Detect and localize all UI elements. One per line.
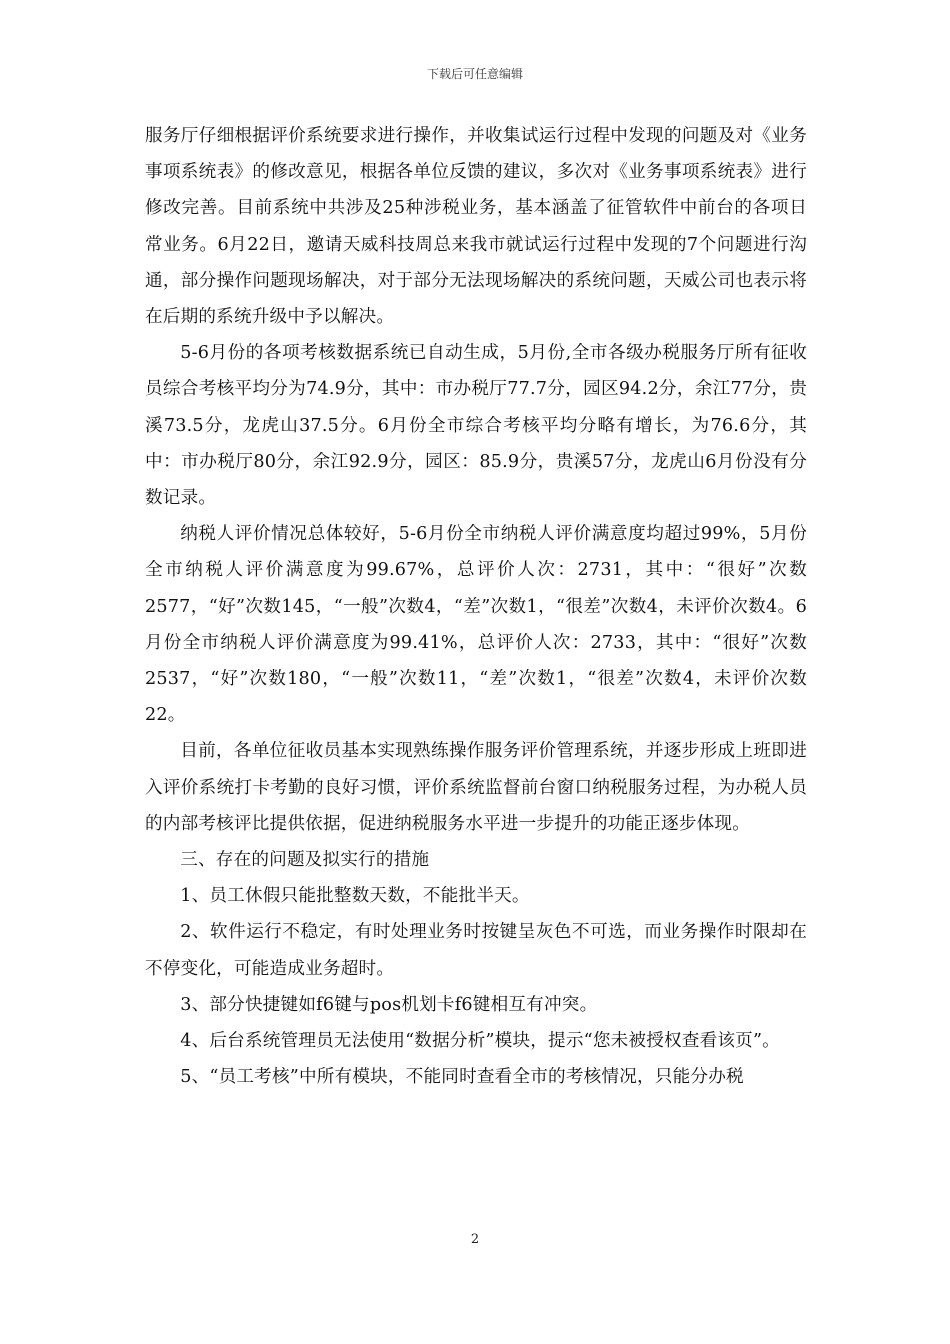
issue-5: 5、“员工考核”中所有模块，不能同时查看全市的考核情况，只能分办税 (180, 1067, 744, 1088)
issue-2: 2、软件运行不稳定，有时处理业务时按键呈灰色不可选，而业务操作时限却在不停变化，可能造成业务超时。 (145, 922, 807, 979)
document-body (145, 118, 807, 1095)
paragraph-2: 5-6月份的各项考核数据系统已自动生成，5月份,全市各级办税服务厅所有征收员综合考核平均分为74.9分，其中：市办税厅77.7分，园区94.2分，余江77分，贵溪73.5分，龙虎山37.5分。6月份全市综合考核平均分略有增长，为76.6分，其中：市办税厅80分，余江92.9分，园区：85.9分，贵溪57分，龙虎山6月份没有分数记录。 (145, 343, 807, 509)
paragraph-4: 目前，各单位征收员基本实现熟练操作服务评价管理系统，并逐步形成上班即进入评价系统打卡考勤的良好习惯，评价系统监督前台窗口纳税服务过程，为办税人员的内部考核评比提供依据，促进纳税服务水平进一步提升的功能正逐步体现。 (145, 741, 807, 834)
paragraph-3: 纳税人评价情况总体较好，5-6月份全市纳税人评价满意度均超过99%，5月份全市纳税人评价满意度为99.67%，总评价人次：2731，其中：“很好”次数2577，“好”次数145，“一般”次数4，“差”次数1，“很差”次数4，未评价次数4。6月份全市纳税人评价满意度为99.41%，总评价人次：2733，其中：“很好”次数2537，“好”次数180，“一般”次数11，“差”次数1，“很差”次数4，未评价次数22。 (145, 524, 807, 726)
page-header: 下载后可任意编辑 (426, 67, 523, 81)
issue-4: 4、后台系统管理员无法使用“数据分析”模块，提示“您未被授权查看该页”。 (180, 1031, 780, 1052)
issue-1: 1、员工休假只能批整数天数，不能批半天。 (180, 886, 530, 907)
page-number: 2 (470, 1232, 480, 1247)
section-heading: 三、存在的问题及拟实行的措施 (180, 850, 430, 871)
issue-3: 3、部分快捷键如f6键与pos机划卡f6键相互有冲突。 (180, 994, 598, 1015)
paragraph-1: 服务厅仔细根据评价系统要求进行操作，并收集试运行过程中发现的问题及对《业务事项系统表》的修改意见，根据各单位反馈的建议，多次对《业务事项系统表》进行修改完善。目前系统中共涉及25种涉税业务，基本涵盖了征管软件中前台的各项日常业务。6月22日，邀请天威科技周总来我市就试运行过程中发现的7个问题进行沟通，部分操作问题现场解决，对于部分无法现场解决的系统问题，天威公司也表示将在后期的系统升级中予以解决。 (145, 126, 807, 328)
